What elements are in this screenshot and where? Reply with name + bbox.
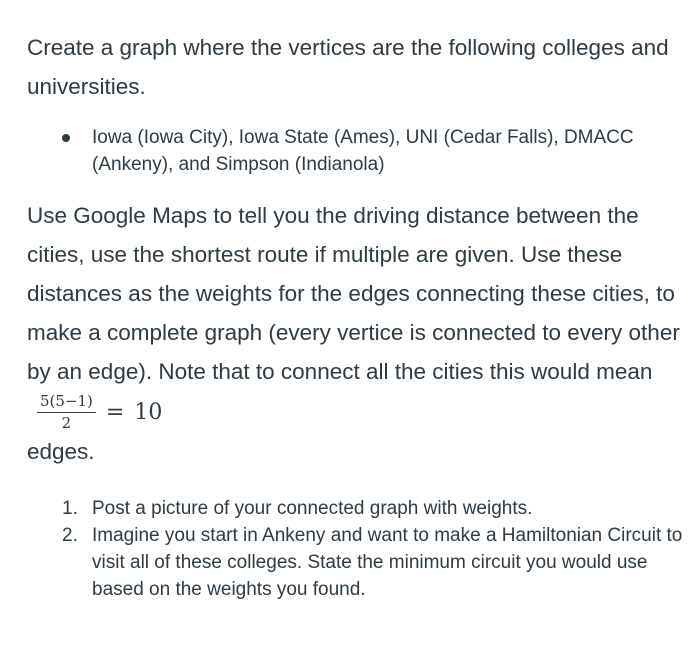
fraction-numerator: 5(5−1) (37, 393, 96, 413)
list-item: Post a picture of your connected graph with weights. (92, 497, 533, 519)
fraction (37, 393, 96, 432)
equals-sign: = (105, 399, 125, 425)
steps-list (27, 495, 687, 603)
edge-count-formula (37, 393, 162, 432)
list-item: Iowa (Iowa City), Iowa State (Ames), UNI (Cedar Falls), DMACC (Ankeny), and Simpson (Indianola) (92, 124, 687, 178)
instructions-text: Use Google Maps to tell you the driving distance between the cities, use the shortest route if multiple are given. Use these distances as the weights for the edges connecting these cities, to make a complete graph (every vertice is connected to every other by an edge). Note that to connect all the cities this would mean (27, 203, 680, 384)
list-item: Imagine you start in Ankeny and want to make a Hamiltonian Circuit to visit all of these colleges. State the minimum circuit you would use based on the weights you found. (92, 524, 683, 600)
assignment-content (27, 28, 687, 603)
college-list (27, 124, 687, 178)
formula-result: 10 (134, 399, 163, 425)
fraction-denominator: 2 (61, 413, 72, 432)
intro-paragraph: Create a graph where the vertices are the following colleges and universities. (27, 35, 669, 99)
instructions-tail: edges. (27, 438, 95, 464)
instructions-paragraph (27, 196, 687, 471)
